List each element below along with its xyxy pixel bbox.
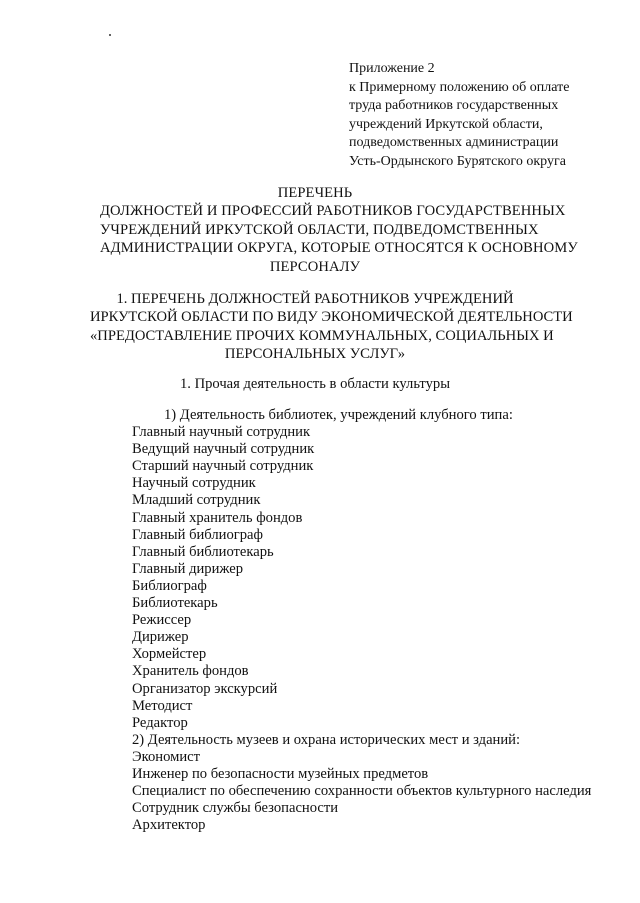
title-line: УЧРЕЖДЕНИЙ ИРКУТСКОЙ ОБЛАСТИ, ПОДВЕДОМСТВЕННЫХ [100,221,539,238]
list-item: Редактор [132,714,188,731]
appendix-line: учреждений Иркутской области, [349,116,543,132]
appendix-line: Усть-Ордынского Бурятского округа [349,153,566,169]
list-item: Архитектор [132,817,206,834]
section-heading [90,290,573,364]
list-item: Главный научный сотрудник [132,424,311,441]
list-item: Младший сотрудник [132,492,261,509]
title-line: ПЕРЕЧЕНЬ [277,185,353,201]
appendix-line: к Примерному положению об оплате [349,79,570,95]
list-item: Инженер по безопасности музейных предметов [132,765,429,782]
title-line: ПЕРСОНАЛУ [269,258,361,275]
group-heading: 2) Деятельность музеев и охрана исторических мест и зданий: [132,731,521,748]
list-item: Главный библиограф [132,526,263,543]
list-item: Главный хранитель фондов [132,509,303,526]
positions-list [132,407,604,834]
list-item: Сотрудник службы безопасности [132,800,339,817]
title-line: ДОЛЖНОСТЕЙ И ПРОФЕССИЙ РАБОТНИКОВ ГОСУДАРСТВЕННЫХ [100,203,566,220]
appendix-line: подведомственных администрации [349,135,559,151]
list-item: Главный дирижер [132,560,244,577]
section-line: «ПРЕДОСТАВЛЕНИЕ ПРОЧИХ КОММУНАЛЬНЫХ, СОЦИАЛЬНЫХ И [90,327,554,344]
group-heading: 1) Деятельность библиотек, учреждений клубного типа: [164,407,513,423]
list-item: Дирижер [132,629,189,646]
list-item: Научный сотрудник [132,475,256,492]
subsection-heading: 1. Прочая деятельность в области культуры [179,376,451,392]
section-line: ИРКУТСКОЙ ОБЛАСТИ ПО ВИДУ ЭКОНОМИЧЕСКОЙ ДЕЯТЕЛЬНОСТИ [90,309,573,326]
list-item: Ведущий научный сотрудник [132,441,315,458]
list-item: Методист [132,697,193,714]
section-line: ПЕРСОНАЛЬНЫХ УСЛУГ» [224,346,406,363]
appendix-line: Приложение 2 [349,61,435,76]
scan-speck [109,34,111,36]
list-item: Организатор экскурсий [132,680,278,697]
document-title [100,184,578,276]
list-item: Старший научный сотрудник [132,458,314,475]
list-item: Хранитель фондов [132,663,249,680]
list-item: Режиссер [132,612,192,629]
list-item: Главный библиотекарь [132,543,274,560]
section-line: 1. ПЕРЕЧЕНЬ ДОЛЖНОСТЕЙ РАБОТНИКОВ УЧРЕЖДЕНИЙ [116,291,514,307]
list-item: Экономист [132,748,201,765]
appendix-line: труда работников государственных [349,98,559,114]
title-line: АДМИНИСТРАЦИИ ОКРУГА, КОТОРЫЕ ОТНОСЯТСЯ К ОСНОВНОМУ [100,240,578,257]
list-item: Библиограф [132,577,207,594]
list-item: Хормейстер [132,646,207,663]
appendix-note [349,60,569,172]
list-item: Библиотекарь [132,595,218,612]
list-item: Специалист по обеспечению сохранности объектов культурного наследия [132,783,592,800]
